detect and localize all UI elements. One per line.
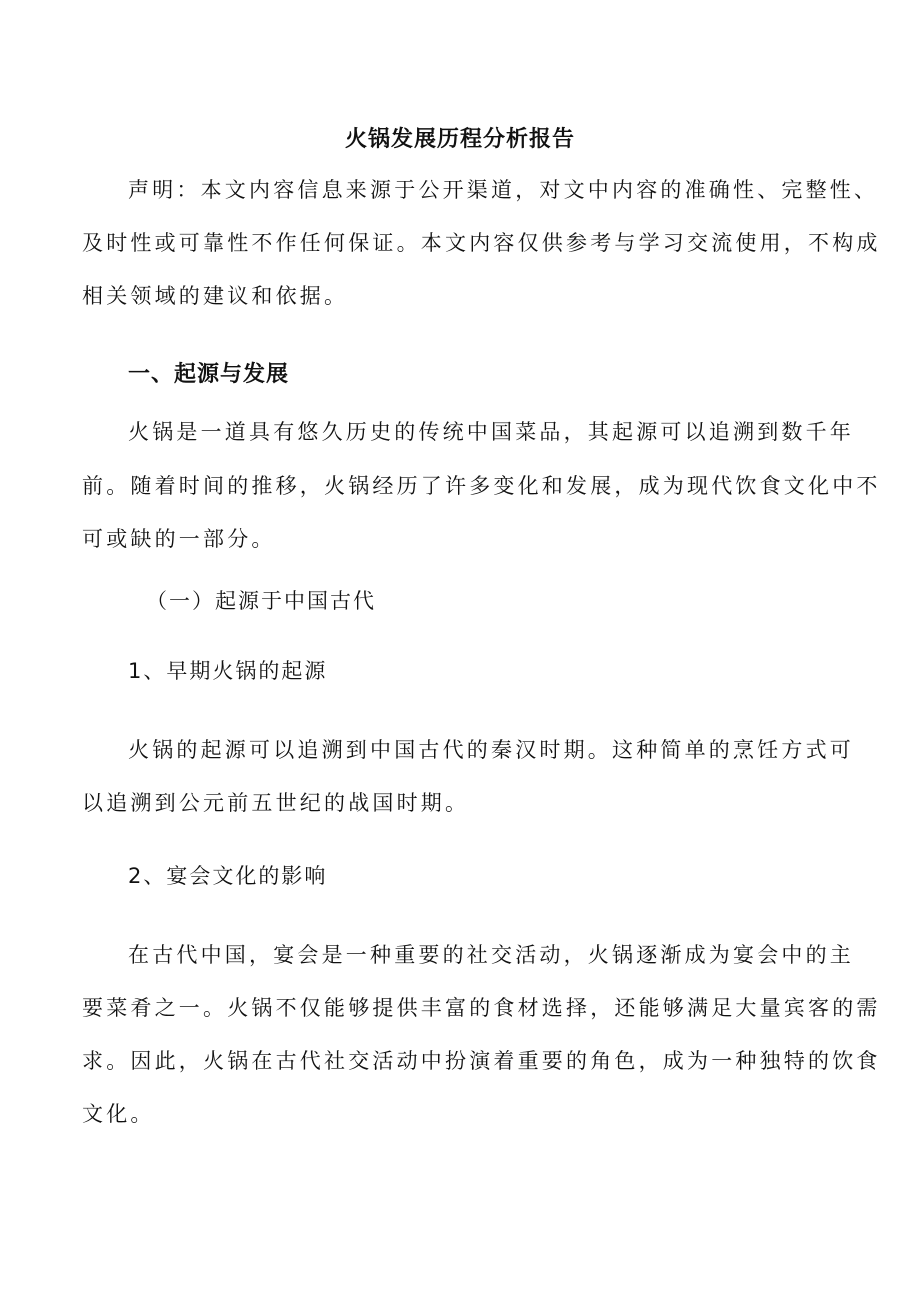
item2-para-line-3: 求。因此，火锅在古代社交活动中扮演着重要的角色，成为一种独特的饮食 <box>82 1049 881 1073</box>
item2-para-line-4: 文化。 <box>82 1102 155 1126</box>
item-heading-early-origin: 1、早期火锅的起源 <box>128 659 328 683</box>
item2-para-line-1: 在古代中国，宴会是一种重要的社交活动，火锅逐渐成为宴会中的主 <box>128 943 854 967</box>
disclaimer-line-3: 相关领域的建议和依据。 <box>82 284 349 308</box>
disclaimer-line-1: 声明：本文内容信息来源于公开渠道，对文中内容的准确性、完整性、 <box>128 178 879 202</box>
subsection-heading-ancient-china: （一）起源于中国古代 <box>146 589 376 613</box>
section1-para-line-3: 可或缺的一部分。 <box>82 527 276 551</box>
item1-para-line-2: 以追溯到公元前五世纪的战国时期。 <box>82 791 470 815</box>
section1-para-line-1: 火锅是一道具有悠久历史的传统中国菜品，其起源可以追溯到数千年 <box>128 420 854 444</box>
disclaimer-line-2: 及时性或可靠性不作任何保证。本文内容仅供参考与学习交流使用，不构成 <box>82 231 881 255</box>
item-heading-banquet-culture: 2、宴会文化的影响 <box>128 864 328 888</box>
document-title: 火锅发展历程分析报告 <box>344 127 575 152</box>
item2-para-line-2: 要菜肴之一。火锅不仅能够提供丰富的食材选择，还能够满足大量宾客的需 <box>82 996 881 1020</box>
section-heading-origin: 一、起源与发展 <box>128 362 290 387</box>
section1-para-line-2: 前。随着时间的推移，火锅经历了许多变化和发展，成为现代饮食文化中不 <box>82 474 881 498</box>
item1-para-line-1: 火锅的起源可以追溯到中国古代的秦汉时期。这种简单的烹饪方式可 <box>128 738 854 762</box>
